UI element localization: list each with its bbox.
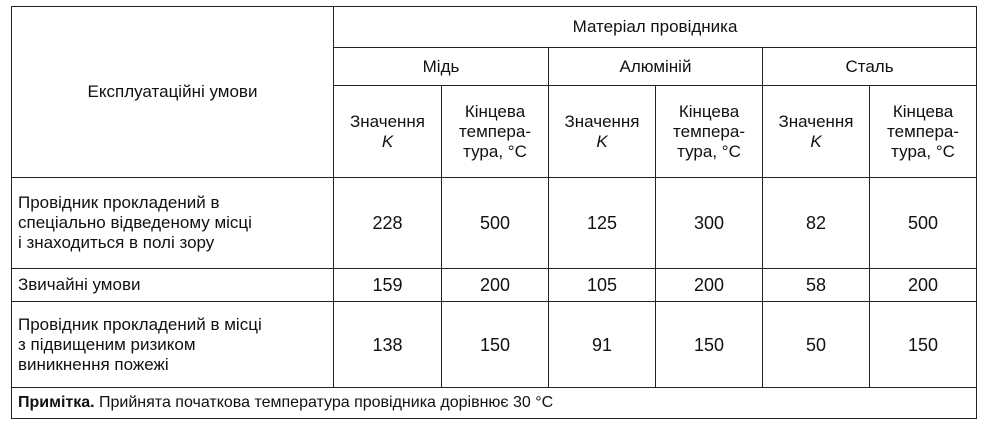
table-row	[12, 302, 977, 388]
note-label: Примітка.	[18, 394, 95, 411]
copper-temp-cell: 500	[442, 178, 549, 269]
end-temp-header-copper: Кінцева темпера- тура, °С	[442, 86, 549, 178]
table-row	[12, 269, 977, 302]
condition-cell: Звичайні умови	[12, 269, 334, 302]
material-copper-header: Мідь	[334, 48, 549, 86]
copper-temp-cell: 200	[442, 269, 549, 302]
material-aluminium-header: Алюміній	[549, 48, 763, 86]
aluminium-temp-cell: 200	[656, 269, 763, 302]
condition-cell: Провідник прокладений в спеціально відведеному місці і знаходиться в полі зору	[12, 178, 334, 269]
copper-k-cell: 228	[334, 178, 442, 269]
steel-temp-cell: 200	[870, 269, 977, 302]
k-value-header-steel: Значення K	[763, 86, 870, 178]
aluminium-k-cell: 105	[549, 269, 656, 302]
material-steel-header: Сталь	[763, 48, 977, 86]
steel-temp-cell: 500	[870, 178, 977, 269]
copper-temp-cell: 150	[442, 302, 549, 388]
conditions-table-container	[11, 6, 977, 419]
steel-k-cell: 58	[763, 269, 870, 302]
note-text: Прийнята початкова температура провідника дорівнює 30 °С	[94, 394, 554, 411]
aluminium-k-cell: 125	[549, 178, 656, 269]
aluminium-k-cell: 91	[549, 302, 656, 388]
end-temp-header-steel: Кінцева темпера- тура, °С	[870, 86, 977, 178]
steel-k-cell: 82	[763, 178, 870, 269]
end-temp-header-aluminium: Кінцева темпера- тура, °С	[656, 86, 763, 178]
aluminium-temp-cell: 150	[656, 302, 763, 388]
aluminium-temp-cell: 300	[656, 178, 763, 269]
condition-cell: Провідник прокладений в місці з підвищеним ризиком виникнення пожежі	[12, 302, 334, 388]
k-value-header-aluminium: Значення K	[549, 86, 656, 178]
k-value-header-copper: Значення K	[334, 86, 442, 178]
conductor-material-table	[11, 6, 977, 419]
copper-k-cell: 138	[334, 302, 442, 388]
table-row	[12, 178, 977, 269]
copper-k-cell: 159	[334, 269, 442, 302]
table-note	[12, 388, 977, 419]
steel-temp-cell: 150	[870, 302, 977, 388]
operating-conditions-header: Експлуатаційні умови	[12, 7, 334, 178]
steel-k-cell: 50	[763, 302, 870, 388]
conductor-material-header: Матеріал провідника	[334, 7, 977, 48]
